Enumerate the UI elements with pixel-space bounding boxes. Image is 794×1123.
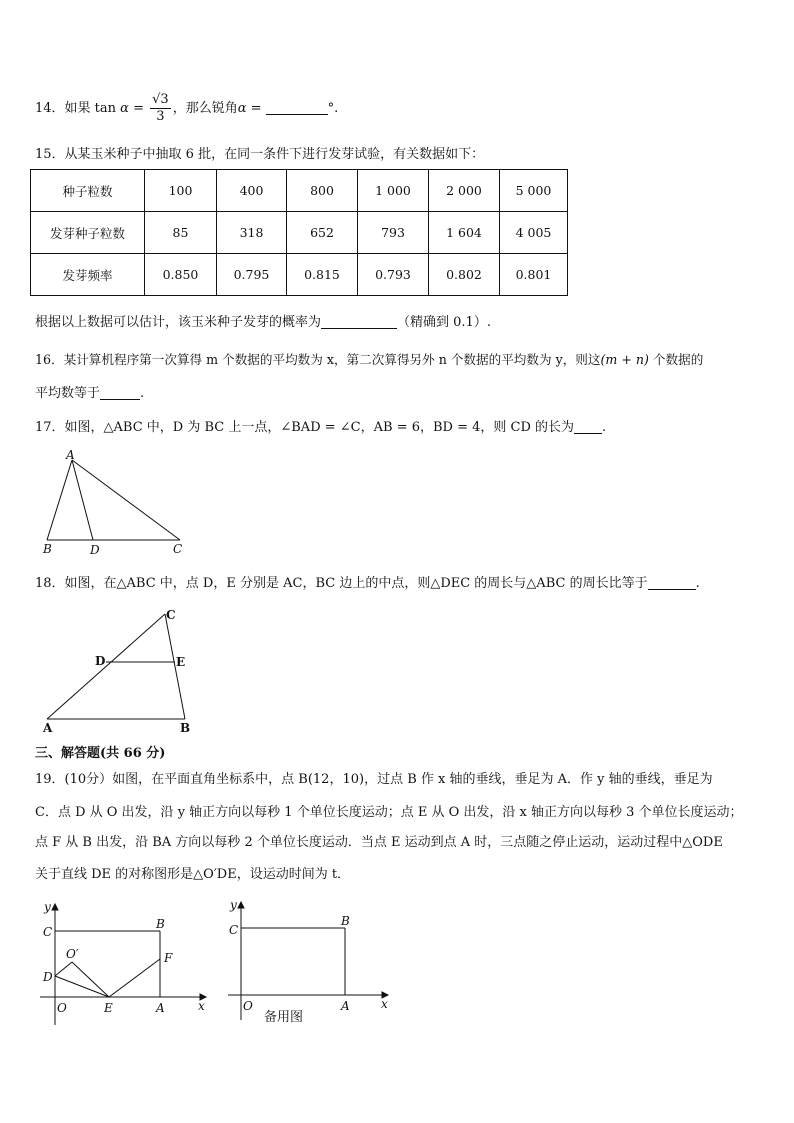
table-cell: 800 [287,170,358,212]
q19-f2-caption: 备用图 [264,1010,304,1025]
q19-f1-label-x: x [198,999,205,1013]
q18-label-b: B [180,721,191,735]
q17-label-c: C [173,542,183,556]
table-cell: 0.795 [217,254,287,296]
table-cell: 2 000 [429,170,500,212]
table-cell: 0.793 [358,254,429,296]
q19-f2-label-b: B [341,914,350,928]
q14-equals-2: = [246,101,266,116]
q17-label-d: D [90,543,100,557]
q19-f2-label-o: O [243,999,253,1013]
table-cell: 0.850 [145,254,217,296]
q18-label-e: E [176,655,186,669]
table-cell: 100 [145,170,217,212]
table-cell: 0.801 [500,254,568,296]
q16-expression: (m + n) [600,352,649,367]
q19-f1-label-f: F [164,951,173,965]
q19-f2-label-c: C [229,923,239,937]
q19-f1-label-y: y [44,900,51,914]
q19-f1-label-o2: O′ [66,947,79,961]
q14-equals: = [128,101,149,116]
q19-f1-label-a: A [156,1001,165,1015]
q19-f1-label-c: C [43,925,53,939]
q18-text: 18．如图，在△ABC 中，点 D，E 分别是 AC，BC 边上的中点，则△DEC 的周长与△ABC 的周长比等于 [35,576,648,591]
question-19-line-4: 关于直线 DE 的对称图形是△O′DE，设运动时间为 t． [35,867,351,882]
q19-f1-label-o: O [57,1001,67,1015]
table-cell: 发芽种子粒数 [31,212,145,254]
q19-f1-label-b: B [156,917,165,931]
table-cell: 4 005 [500,212,568,254]
q14-denominator: 3 [156,109,165,124]
q14-alpha: α [120,101,129,116]
table-cell: 793 [358,212,429,254]
question-19-line-1: 19．(10分）如图，在平面直角坐标系中，点 B(12，10)，过点 B 作 x 轴的垂线，垂足为 A．作 y 轴的垂线，垂足为 [35,772,713,787]
q15-followup-note: （精确到 0.1）. [397,315,491,330]
q19-f2-label-a: A [341,999,350,1013]
table-cell: 0.815 [287,254,358,296]
q14-suffix: °. [327,101,339,116]
section-3-title: 三、解答题(共 66 分) [35,746,166,761]
table-cell: 652 [287,212,358,254]
table-cell: 发芽频率 [31,254,145,296]
q15-followup-text: 根据以上数据可以估计，该玉米种子发芽的概率为 [35,315,322,330]
q18-label-c: C [166,608,176,622]
q16-text-1: 16．某计算机程序第一次算得 m 个数据的平均数为 x，第二次算得另外 n 个数据的平均数为 y，则这 [35,352,601,367]
q19-f2-label-y: y [230,898,237,912]
table-cell: 5 000 [500,170,568,212]
table-cell: 种子粒数 [31,170,145,212]
q19-f2-y-arrow [238,902,244,908]
table-cell: 85 [145,212,217,254]
table-cell: 400 [217,170,287,212]
table-cell: 0.802 [429,254,500,296]
q17-label-a: A [66,448,75,462]
q18-label-a: A [43,721,53,735]
q17-label-b: B [43,542,52,556]
q14-numerator: √3 [152,92,169,107]
q18-end: . [695,576,700,591]
q19-f1-label-e: E [104,1001,113,1015]
q16-text-2: 个数据的 [652,352,704,367]
q19-f1-label-d: D [43,970,53,984]
q14-middle: ，那么锐角 [172,101,238,116]
q19-f2-label-x: x [381,997,388,1011]
table-cell: 318 [217,212,287,254]
q14-prefix: 14．如果 tan [35,101,117,116]
table-cell: 1 000 [358,170,429,212]
q16-text-3: 平均数等于 [35,386,101,401]
table-cell: 1 604 [429,212,500,254]
q17-end: . [602,420,607,435]
question-19-line-2: C．点 D 从 O 出发，沿 y 轴正方向以每秒 1 个单位长度运动；点 E 从 O 出发，沿 x 轴正方向以每秒 3 个单位长度运动； [35,805,743,820]
q16-text-4: . [140,386,145,401]
question-19-line-3: 点 F 从 B 出发，沿 BA 方向以每秒 2 个单位长度运动．当点 E 运动到点 A 时，三点随之停止运动，运动过程中△ODE [35,835,723,850]
q17-text: 17．如图，△ABC 中，D 为 BC 上一点，∠BAD = ∠C，AB = 6，BD = 4，则 CD 的长为 [35,420,575,435]
q18-label-d: D [95,654,106,668]
question-15-stem: 15．从某玉米种子中抽取 6 批，在同一条件下进行发芽试验，有关数据如下： [35,147,485,162]
q14-alpha-2: α [237,101,247,116]
